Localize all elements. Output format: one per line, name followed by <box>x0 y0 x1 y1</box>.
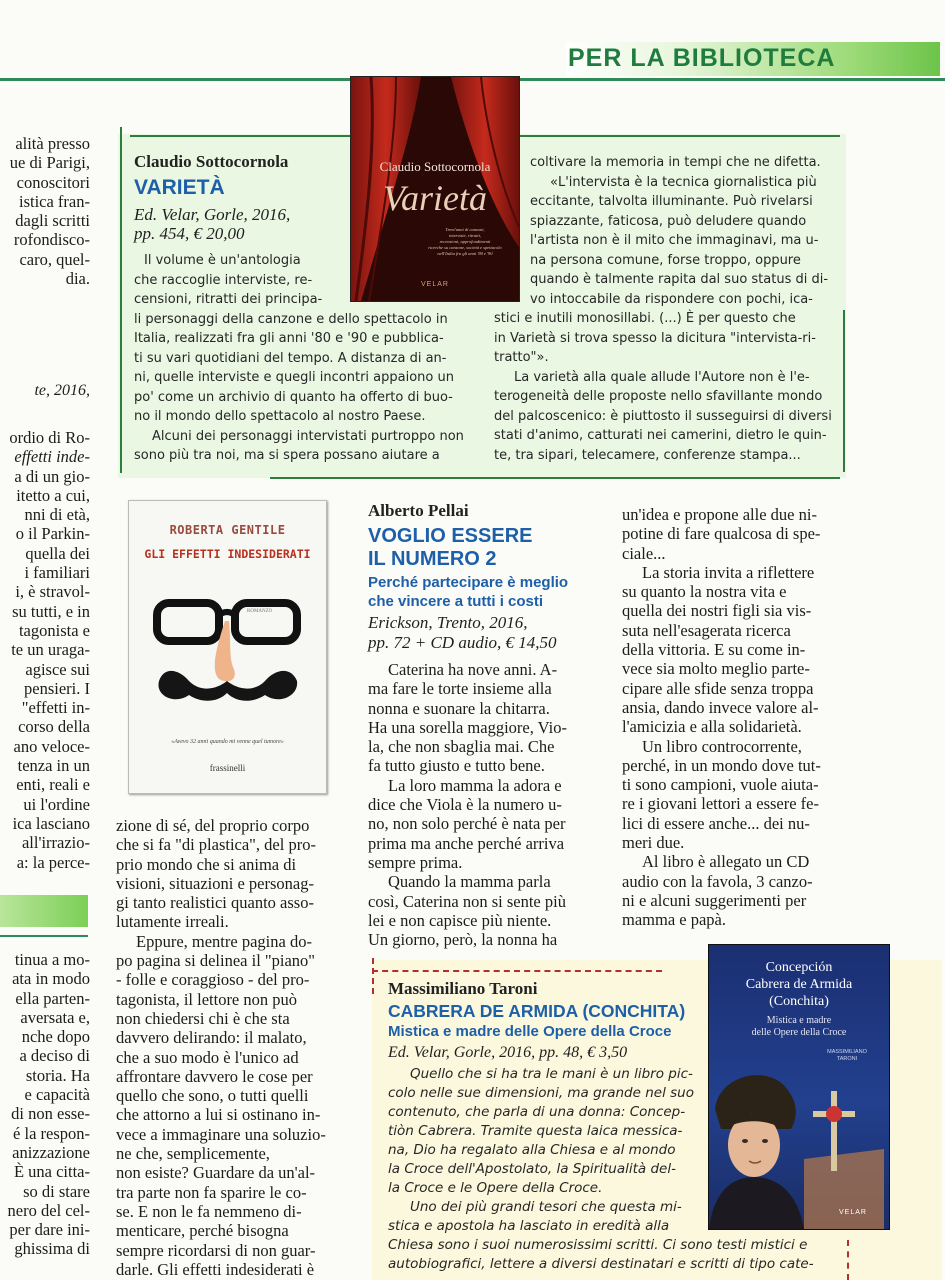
box-rule <box>270 477 840 479</box>
review3-pub: Ed. Velar, Gorle, 2016, pp. 48, € 3,50 <box>388 1044 628 1061</box>
cover-title: Varietà <box>383 178 487 218</box>
left-column-top: alità presso ue di Parigi, conoscitori istica fran- dagli scritti rofondisco- caro, quel- dia. <box>9 134 90 289</box>
review2-pub-line2: pp. 72 + CD audio, € 14,50 <box>368 633 557 652</box>
cover-blurb: Trent'anni di canzoni, interviste, ritratti, recensioni, approfondimenti ricerche su canzone, società e spettacolo nell'Italia fra gli anni '80 e '90 <box>428 227 502 256</box>
disguise-glasses-illustration <box>129 581 326 731</box>
review1-pub-line1: Ed. Velar, Gorle, 2016, <box>134 205 291 224</box>
portrait-illustration <box>709 1049 889 1229</box>
cover-publisher: frassinelli <box>209 763 246 773</box>
cover-author: Claudio Sottocornola <box>379 159 491 174</box>
varieta-book-cover <box>350 76 520 302</box>
box-rule <box>130 135 350 137</box>
review1-column1: Il volume è un'antologia che raccoglie interviste, re- censioni, ritratti dei principa- li personaggi della canzone e dello spettacolo in Italia, realizzati fra gli anni '80 e '90 e pubblica- ti su vari quotidiani del tempo. A distanza di an- ni, quelle interviste e quegli incontri appaiono un po' come un archivio di quanto ha offerto di buo- no il mondo dello spettacolo al nostro Paese. Alcuni dei personaggi intervistati purtroppo non sono più tra noi, ma si spera possano aiutare a <box>134 253 464 463</box>
review1-title: VARIETÀ <box>134 176 225 199</box>
review1-pub-line2: pp. 454, € 20,00 <box>134 224 245 243</box>
cover-label: ROMANZO <box>247 609 273 614</box>
section-title: PER LA BIBLIOTECA <box>568 44 836 72</box>
cabrera-book-cover <box>708 944 890 1230</box>
cover-title: GLI EFFETTI INDESIDERATI <box>144 547 311 561</box>
left-column-bottom: tinua a mo- ata in modo ella parten- aversata e, nche dopo a deciso di storia. Ha e capacità di non esse- é la respon- anizzazione È una citta- so di stare nero del cel- per dare ini- ghissima di <box>7 950 90 1259</box>
left-column-middle: ordio di Ro- effetti inde- a di un gio- itetto a cui, nni di età, o il Parkin- quella dei i familiari i, è stravol- su tutti, e in tagonista e te un uraga- agisce sui pensieri. I "effetti in- corso della ano veloce- tenza in un enti, reali e ui l'ordine ica lasciano all'irrazio- a: la perce- <box>9 428 90 872</box>
review2-column2: un'idea e propone alle due ni- potine di fare qualcosa di spe- ciale... La storia invita a riflettere su quanto la nostra vita e quella dei nostri figli sia vis- suta nell'esagerata ricerca della vittoria. E su come in- vece sia molto meglio parte- cipare alle sfide senza troppa ansia, dando invece valore al- l'amicizia e alla solidarietà. Un libro controcorrente, perché, in un mondo dove tut- ti sono campioni, vuole aiuta- re i giovani lettori a essere fe- lici di essere anche... dei nu- meri due. Al libro è allegato un CD audio con la favola, 3 canzo- ni e alcuni suggerimenti per mamma e papà. <box>622 505 821 930</box>
review2-author: Alberto Pellai <box>368 501 469 520</box>
box-dashed-rule <box>372 958 374 994</box>
cover-author: ROBERTA GENTILE <box>169 523 286 537</box>
review3-subtitle: Mistica e madre delle Opere della Croce <box>388 1023 672 1040</box>
review2-title: VOGLIO ESSERE IL NUMERO 2 <box>368 525 533 570</box>
mid-column-text: zione di sé, del proprio corpo che si fa "di plastica", del pro- prio mondo che si anima di visioni, situazioni e personag- gi tanto realistici quanto asso- lutamente irreali. Eppure, mentre pagina do- po pagina si delinea il "piano" - folle e coraggioso - del pro- tagonista, il lettore non può non chiedersi chi è che sta davvero delirando: il malato, che a suo modo è l'unico ad affrontare davvero le cose per quello che sono, o tutti quelli che attorno a lui si ostinano in- vece a immaginare una soluzio- ne che, semplicemente, non esiste? Guardare da un'al- tra parte non fa sparire le co- se. E non le fa nemmeno di- menticare, perché bisogna sempre ricordarsi di non guar- darle. Gli effetti indesiderati è <box>116 816 326 1279</box>
review3-title: CABRERA DE ARMIDA (CONCHITA) <box>388 1001 686 1021</box>
review3-body: Quello che si ha tra le mani è un libro pic- colo nelle sue dimensioni, ma grande nel suo contenuto, che parla di una donna: Concep- tiòn Cabrera. Tramite questa laica messica- na, Dio ha regalato alla Chiesa e al mondo la Croce dell'Apostolato, la Spiritualità del- la Croce e le Opere della Croce. Uno dei più grandi tesori che questa mi- stica e apostola ha lasciato in eredità alla Chiesa sono i suoi numerosissimi scritti. Ci sono testi mistici e autobiografici, lettere a diversi destinatari e scritti di tipo cate- <box>388 1066 814 1272</box>
review1-author: Claudio Sottocornola <box>134 152 289 171</box>
left-green-tab <box>0 895 88 927</box>
cover-author: MASSIMILIANO TARONI <box>827 1049 867 1062</box>
review2-column1: Caterina ha nove anni. A- ma fare le torte insieme alla nonna e suonare la chitarra. Ha una sorella maggiore, Vio- la, che non sbaglia mai. Che fa tutto giusto e tutto bene. La loro mamma la adora e dice che Viola è la numero u- no, non solo perché è nata per prima ma anche perché arriva sempre prima. Quando la mamma parla così, Caterina non si sente più lei e non capisce più niente. Un giorno, però, la nonna ha <box>368 660 567 950</box>
review1-column2: coltivare la memoria in tempi che ne difetta. «L'intervista è la tecnica giornalistica più eccitante, talvolta illuminante. Può rivelarsi spiazzante, faticosa, può deludere quando l'artista non è il mito che immaginavi, ma u- na persona comune, forse troppo, oppure quando è talmente rapita dal suo status di di- vo intoccabile da rispondere con pochi, ica- stici e inutili monosillabi. (...) È per questo che in Varietà si trova spesso la dicitura "intervista-ri- tratto"». La varietà alla quale allude l'Autore non è l'e- terogeneità delle proposte nello sfavillante mondo del palcoscenico: è piuttosto il susseguirsi di diversi stati d'animo, catturati nei camerini, dietro le quin- te, tra sipari, telecamere, conferenze stampa... <box>494 155 832 463</box>
left-green-rule <box>0 935 88 937</box>
review2-subtitle: Perché partecipare è meglio che vincere a tutti i costi <box>368 574 569 610</box>
cover-quote: «Avevo 32 anni quando mi venne quel tumore» <box>171 739 284 745</box>
cover-subtitle: Mistica e madre delle Opere della Croce <box>751 1015 847 1038</box>
cover-publisher: VELAR <box>421 281 449 288</box>
cover-publisher: VELAR <box>839 1209 867 1216</box>
cover-title: Concepción Cabrera de Armida (Conchita) <box>745 960 853 1009</box>
gentile-book-cover <box>128 500 327 794</box>
box-rule <box>843 310 845 472</box>
review2-pub-line1: Erickson, Trento, 2016, <box>368 613 528 632</box>
review3-author: Massimiliano Taroni <box>388 979 538 998</box>
box-dashed-rule <box>372 970 662 972</box>
box-rule <box>520 135 840 137</box>
left-pub-fragment: te, 2016, <box>34 382 90 399</box>
box-rule <box>120 127 122 473</box>
